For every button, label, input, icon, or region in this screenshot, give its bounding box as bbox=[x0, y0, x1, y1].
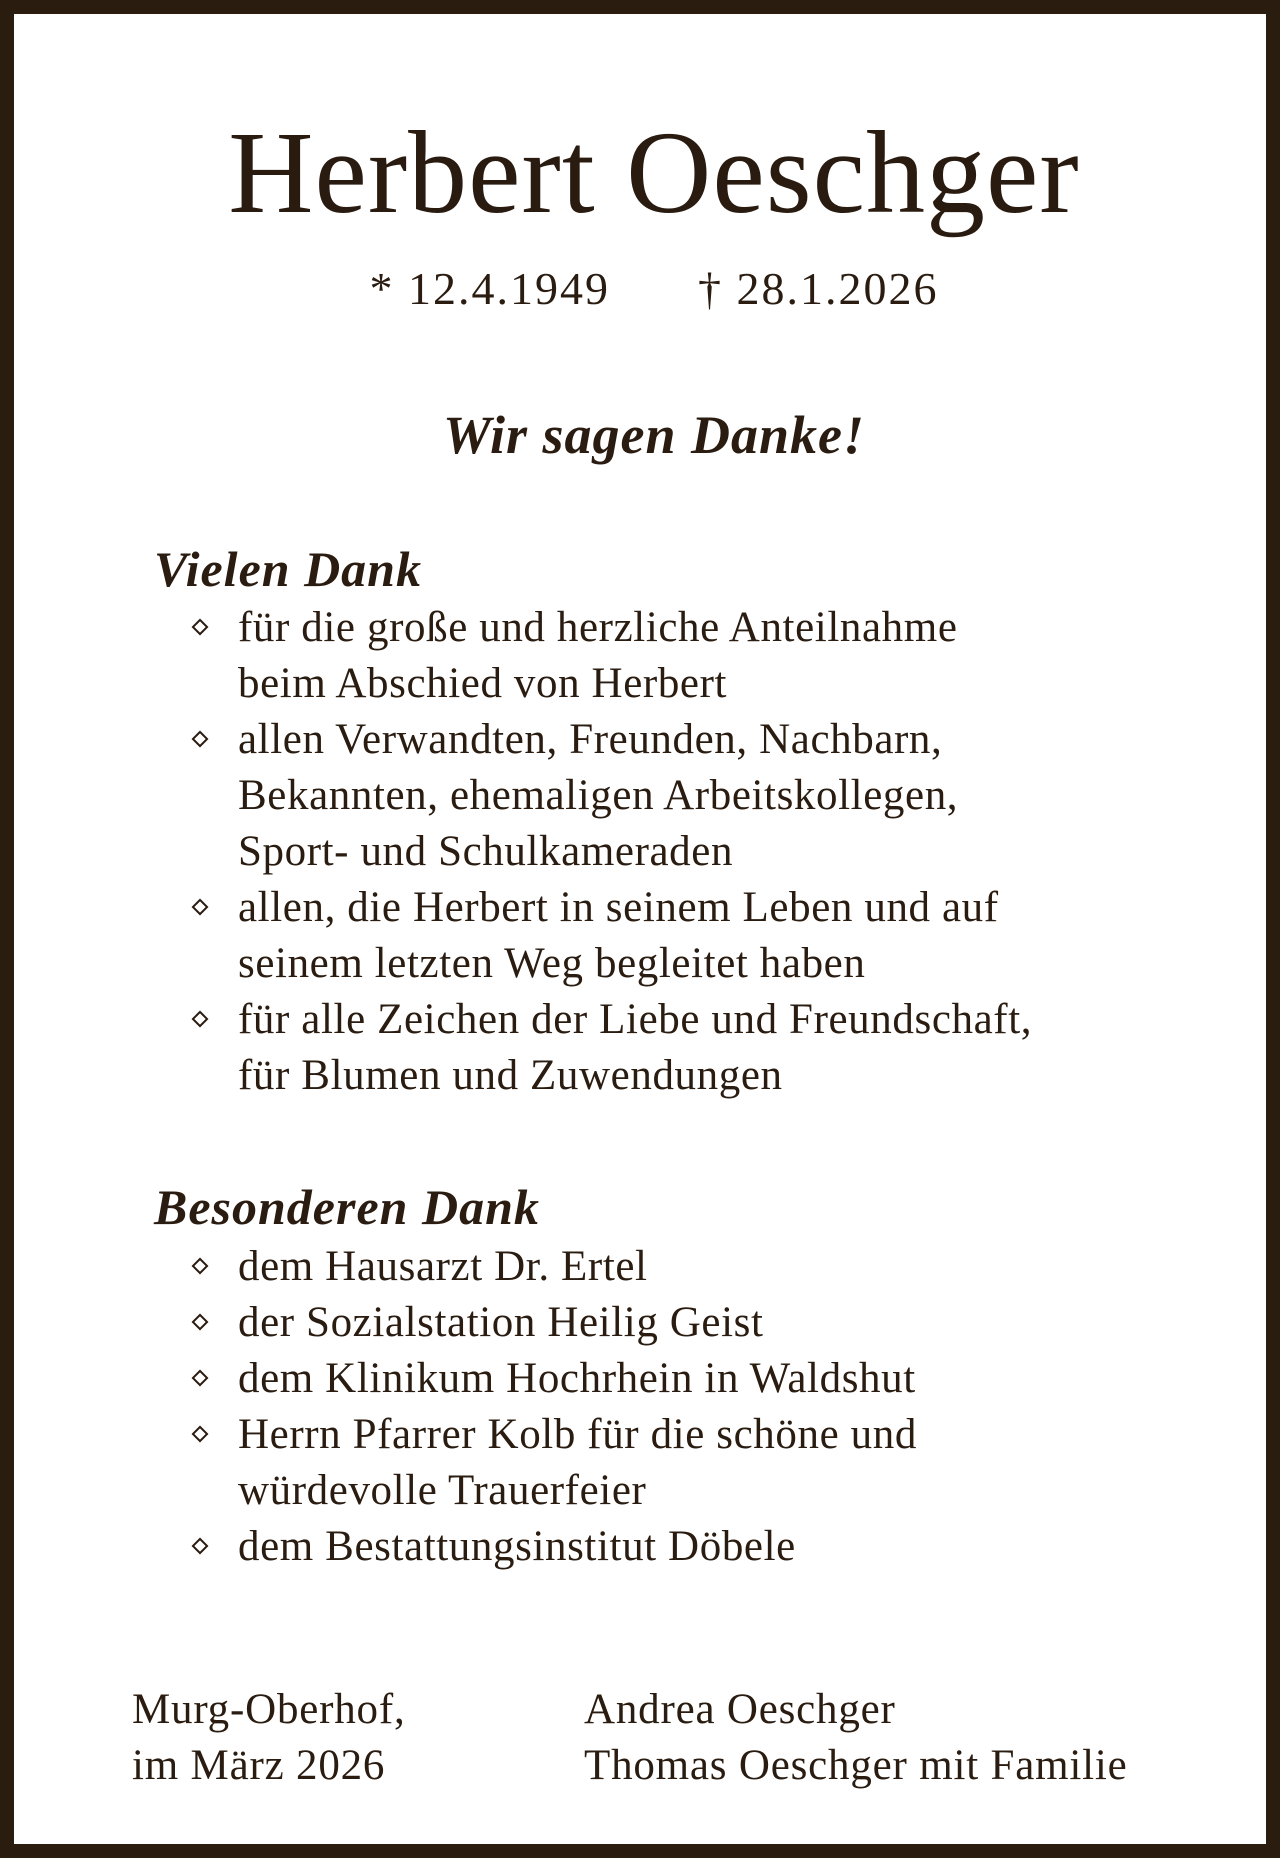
signatory: Thomas Oeschger mit Familie bbox=[584, 1742, 1128, 1789]
signatory: Andrea Oeschger bbox=[584, 1686, 896, 1733]
vielen-dank-list bbox=[184, 600, 1204, 1104]
list-item-line: allen Verwandten, Freunden, Nachbarn, bbox=[238, 716, 943, 763]
birth-date: * 12.4.1949 bbox=[369, 263, 610, 314]
life-dates bbox=[14, 263, 1280, 314]
list-item-line: dem Hausarzt Dr. Ertel bbox=[238, 1243, 648, 1290]
signatories bbox=[584, 1682, 1127, 1794]
list-item bbox=[184, 880, 1204, 992]
list-item-line: für Blumen und Zuwendungen bbox=[238, 1052, 783, 1099]
list-item-line: dem Klinikum Hochrhein in Waldshut bbox=[238, 1355, 916, 1402]
diamond-bullet-icon bbox=[192, 1426, 209, 1443]
diamond-bullet-icon bbox=[192, 899, 209, 916]
list-item bbox=[184, 712, 1204, 880]
list-item bbox=[184, 1239, 1204, 1295]
list-item-line: dem Bestattungsinstitut Döbele bbox=[238, 1523, 796, 1570]
diamond-bullet-icon bbox=[192, 1314, 209, 1331]
list-item bbox=[184, 1351, 1204, 1407]
list-item-line: Herrn Pfarrer Kolb für die schöne und bbox=[238, 1411, 917, 1458]
section-title-vielen-dank: Vielen Dank bbox=[154, 541, 422, 597]
diamond-bullet-icon bbox=[192, 1538, 209, 1555]
list-item-line: würdevolle Trauerfeier bbox=[238, 1467, 647, 1514]
diamond-bullet-icon bbox=[192, 619, 209, 636]
list-item bbox=[184, 1519, 1204, 1575]
list-item-line: beim Abschied von Herbert bbox=[238, 660, 728, 707]
diamond-bullet-icon bbox=[192, 1370, 209, 1387]
section-title-besonderen-dank: Besonderen Dank bbox=[154, 1179, 540, 1235]
list-item bbox=[184, 992, 1204, 1104]
thank-you-heading: Wir sagen Danke! bbox=[442, 405, 866, 465]
place-and-date bbox=[132, 1682, 406, 1794]
diamond-bullet-icon bbox=[192, 1011, 209, 1028]
list-item bbox=[184, 1407, 1204, 1519]
place: Murg-Oberhof, bbox=[132, 1686, 406, 1733]
list-item-line: Sport- und Schulkameraden bbox=[238, 828, 734, 875]
date: im März 2026 bbox=[132, 1742, 386, 1789]
death-date: † 28.1.2026 bbox=[698, 263, 939, 314]
list-item bbox=[184, 600, 1204, 712]
diamond-bullet-icon bbox=[192, 1258, 209, 1275]
list-item bbox=[184, 1295, 1204, 1351]
besonderen-dank-list bbox=[184, 1239, 1204, 1575]
list-item-line: für die große und herzliche Anteilnahme bbox=[238, 604, 958, 651]
list-item-line: für alle Zeichen der Liebe und Freundschaft, bbox=[238, 996, 1033, 1043]
list-item-line: der Sozialstation Heilig Geist bbox=[238, 1299, 764, 1346]
diamond-bullet-icon bbox=[192, 731, 209, 748]
deceased-name: Herbert Oeschger bbox=[228, 107, 1080, 238]
list-item-line: seinem letzten Weg begleitet haben bbox=[238, 940, 866, 987]
list-item-line: allen, die Herbert in seinem Leben und auf bbox=[238, 884, 999, 931]
list-item-line: Bekannten, ehemaligen Arbeitskollegen, bbox=[238, 772, 959, 819]
